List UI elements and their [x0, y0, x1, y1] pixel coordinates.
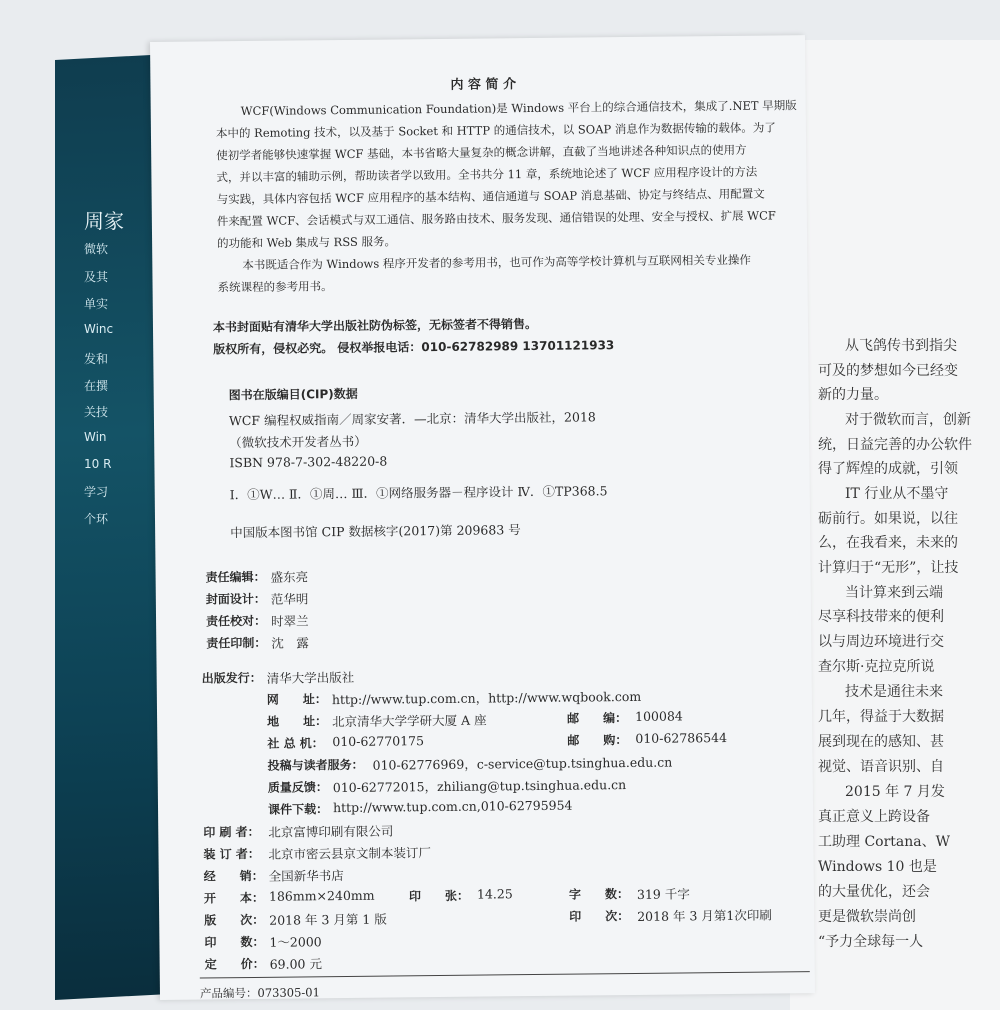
staff-role: 封面设计：: [205, 591, 266, 607]
cover-text-line: 及其: [84, 270, 109, 284]
cover-text-line: 关技: [84, 405, 109, 419]
facing-page-line: 计算归于“无形”，让技: [818, 560, 959, 576]
quality-feedback-value: 010-62772015，zhiliang@tup.tsinghua.edu.cn: [332, 777, 627, 796]
reader-service-value: 010-62776969，c-service@tup.tsinghua.edu.cn: [372, 754, 673, 773]
binder-value: 北京市密云县京文制本装订厂: [268, 845, 432, 862]
product-code: 产品编号：073305-01: [199, 985, 320, 1001]
cover-text-line: Win: [84, 430, 107, 444]
website-value: http://www.tup.com.cn，http://www.wqbook.com: [331, 688, 642, 708]
binder-label: 装 订 者：: [203, 846, 260, 862]
facing-page-line: 新的力量。: [818, 387, 888, 403]
cip-classification: Ⅰ．①W… Ⅱ．①周… Ⅲ．①网络服务器－程序设计 Ⅳ．①TP368.5: [229, 483, 608, 503]
publisher-label: 出版发行：: [201, 670, 262, 686]
facing-page-line: 统，日益完善的办公软件: [818, 437, 972, 453]
cover-text-line: 单实: [84, 297, 109, 311]
summary-line: 式，并以丰富的辅助示例，帮助读者学以致用。全书共分 11 章，系统地论述了 WCF 应用程序设计的方法: [216, 164, 758, 185]
summary-line: 本书既适合作为 Windows 程序开发者的参考用书，也可作为高等学校计算机与互联网相关专业操作: [242, 252, 751, 273]
staff-name: 盛东亮: [270, 569, 309, 585]
address-label: 地 址：: [267, 714, 328, 729]
facing-page-line: “予力全球每一人: [818, 934, 924, 950]
facing-page-line: 么，在我看来，未来的: [818, 535, 958, 551]
cover-text-line: 10 R: [84, 457, 112, 471]
cover-title: 周家: [84, 209, 124, 233]
summary-line: 与实践，具体内容包括 WCF 应用程序的基本结构、通信通道与 SOAP 消息基础、协定与终结点、用配置文: [216, 186, 765, 207]
summary-line: 使初学者能够快速掌握 WCF 基础，本书省略大量复杂的概念讲解，直截了当地讲述各种知识点的使用方: [216, 142, 747, 163]
cip-heading: 图书在版编目(CIP)数据: [228, 386, 358, 403]
staff-role: 责任编辑：: [205, 569, 266, 585]
staff-name: 时翠兰: [270, 613, 309, 629]
facing-page-line: 尽享科技带来的便利: [818, 609, 944, 625]
switchboard-label: 社 总 机：: [267, 736, 324, 751]
reader-service-label: 投稿与读者服务：: [267, 757, 364, 773]
cip-entry: WCF 编程权威指南／周家安著．—北京：清华大学出版社，2018: [228, 409, 596, 429]
facing-page-line: 得了辉煌的成就，引领: [818, 461, 958, 477]
switchboard-value: 010-62770175: [332, 733, 425, 750]
facing-page-line: 当计算来到云端: [845, 585, 943, 601]
facing-page-line: 对于微软而言，创新: [845, 412, 971, 428]
courseware-value: http://www.tup.com.cn,010-62795954: [332, 797, 573, 816]
facing-page-line: 视觉、语音识别、自: [818, 759, 944, 775]
facing-page-line: 几年，得益于大数据: [818, 709, 944, 725]
edition-label: 版 次：: [204, 912, 265, 928]
isbn: ISBN 978-7-302-48220-8: [229, 453, 388, 471]
facing-page-line: 以与周边环境进行交: [818, 634, 944, 650]
sheets-value: 14.25: [476, 886, 513, 902]
facing-page-line: 真正意义上跨设备: [818, 809, 930, 825]
facing-page-line: 工助理 Cortana、W: [818, 834, 951, 850]
cover-text-line: 在撰: [84, 379, 109, 393]
staff-name: 范华明: [270, 591, 309, 607]
publisher-name: 清华大学出版社: [266, 669, 355, 686]
cip-series: （微软技术开发者丛书）: [229, 433, 367, 451]
summary-line: WCF(Windows Communication Foundation)是 Windows 平台上的综合通信技术，集成了.NET 早期版: [240, 98, 797, 119]
sheets-label: 印 张：: [408, 888, 470, 904]
facing-page-line: 的大量优化，还会: [818, 884, 930, 900]
facing-page-line: 展到现在的感知、甚: [818, 734, 944, 750]
staff-role: 责任校对：: [205, 613, 267, 629]
format-value: 186mm×240mm: [268, 887, 375, 904]
price-label: 定 价：: [204, 956, 265, 972]
address-value: 北京清华大学学研大厦 A 座: [332, 712, 487, 730]
printer-label: 印 刷 者：: [203, 824, 260, 840]
website-label: 网 址：: [266, 692, 327, 707]
facing-page-line: 技术是通往未来: [845, 684, 943, 700]
word-count-value: 319 千字: [636, 886, 690, 902]
summary-line: 本中的 Remoting 技术，以及基于 Socket 和 HTTP 的通信技术，以 SOAP 消息作为数据传输的载体。为了: [215, 120, 776, 141]
impression-label: 印 次：: [569, 909, 630, 924]
facing-page-line: IT 行业从不墨守: [845, 486, 949, 502]
copyright-page: [150, 35, 815, 1000]
mail-order-value: 010-62786544: [635, 729, 728, 746]
cip-record: 中国版本图书馆 CIP 数据核字(2017)第 209683 号: [230, 522, 521, 541]
summary-line: 的功能和 Web 集成与 RSS 服务。: [217, 234, 397, 251]
facing-page-line: 查尔斯·克拉克所说: [818, 659, 935, 675]
printer-value: 北京富博印刷有限公司: [268, 823, 394, 840]
book-cover: [55, 54, 165, 1000]
quality-feedback-label: 质量反馈：: [267, 780, 328, 795]
facing-page-line: 从飞鸽传书到指尖: [845, 338, 957, 354]
summary-heading: 内 容 简 介: [450, 77, 517, 93]
format-label: 开 本：: [203, 890, 265, 906]
facing-page-line: 可及的梦想如今已经变: [818, 363, 958, 379]
staff-role: 责任印制：: [206, 635, 267, 651]
cover-text-line: 学习: [84, 485, 109, 499]
facing-page-line: Windows 10 也是: [818, 859, 937, 875]
summary-line: 系统课程的参考用书。: [217, 279, 333, 295]
courseware-label: 课件下载：: [267, 802, 329, 817]
copyright-notice: 版权所有，侵权必究。 侵权举报电话：010-62782989 13701121933: [213, 338, 615, 357]
copies-label: 印 数：: [204, 934, 265, 950]
facing-page-line: 砺前行。如果说，以往: [818, 511, 958, 527]
postcode-label: 邮 编：: [567, 711, 628, 726]
cover-text-line: Winc: [84, 322, 114, 336]
anti-counterfeit-notice: 本书封面贴有清华大学出版社防伪标签，无标签者不得销售。: [212, 316, 538, 335]
facing-page-line: 更是微软崇尚创: [818, 909, 916, 925]
summary-line: 件来配置 WCF、会话模式与双工通信、服务路由技术、服务发现、通信错误的处理、安全与授权、扩展 WCF: [216, 208, 776, 229]
cover-text-line: 微软: [84, 242, 109, 256]
impression-value: 2018 年 3 月第1次印刷: [637, 907, 772, 924]
cover-text-line: 发和: [84, 352, 109, 366]
facing-page-line: 2015 年 7 月发: [845, 784, 945, 800]
price-value: 69.00 元: [269, 956, 323, 972]
cover-text-line: 个环: [84, 512, 109, 526]
edition-value: 2018 年 3 月第 1 版: [269, 911, 387, 928]
mail-order-label: 邮 购：: [567, 733, 628, 748]
distributor-value: 全国新华书店: [268, 868, 344, 884]
copies-value: 1～2000: [269, 934, 322, 950]
postcode-value: 100084: [635, 708, 683, 724]
distributor-label: 经 销：: [203, 868, 264, 884]
staff-name: 沈 露: [271, 635, 309, 651]
word-count-label: 字 数：: [568, 887, 630, 902]
